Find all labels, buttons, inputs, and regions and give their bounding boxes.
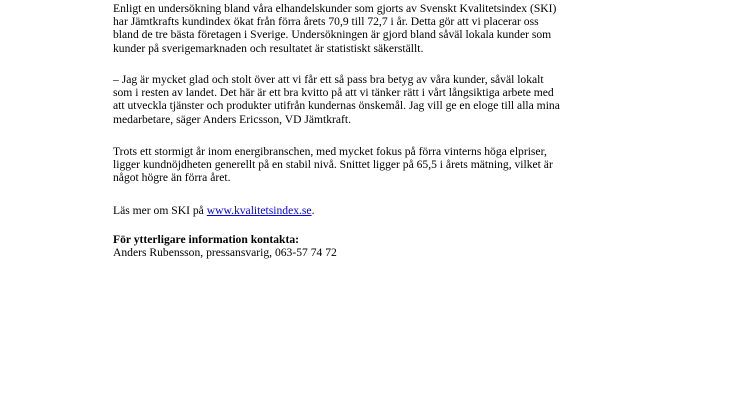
contact-details: Anders Rubensson, pressansvarig, 063-57 74 72 [113, 246, 337, 260]
text-line: kunder på sverigemarknaden och resultatet är statistiskt säkerställt. [113, 41, 424, 55]
text-line: ligger kundnöjdheten generellt på en stabil nivå. Snittet ligger på 65,5 i årets mätning, vilket är [113, 158, 553, 172]
text-line: Trots ett stormigt år inom energibranschen, med mycket fokus på förra vinterns höga elpriser, [113, 145, 547, 158]
paragraph-read-more [113, 204, 613, 217]
text-line: Enligt en undersökning bland våra elhandelskunder som gjorts av Svenskt Kvalitetsindex (SKI) [113, 2, 557, 15]
paragraph-survey-result [113, 2, 613, 55]
read-more-line [113, 204, 613, 217]
text-line: har Jämtkrafts kundindex ökat från förra årets 70,9 till 72,7 i år. Detta gör att vi placerar oss [113, 15, 539, 29]
paragraph-ceo-quote [113, 73, 613, 126]
text-line: – Jag är mycket glad och stolt över att vi får ett så pass bra betyg av våra kunder, såväl lokalt [113, 73, 544, 86]
read-more-prefix: Läs mer om SKI på [113, 204, 207, 217]
kvalitetsindex-link[interactable]: www.kvalitetsindex.se [206, 204, 312, 217]
text-line: att utveckla tjänster och produkter utifrån kundernas önskemål. Jag vill ge en eloge till alla mina [113, 99, 560, 113]
text-line: medarbetare, säger Anders Ericsson, VD Jämtkraft. [113, 112, 352, 126]
contact-block [113, 233, 613, 259]
text-line: bland de tre bästa företagen i Sverige. Undersökningen är gjord bland såväl lokala kunder som [113, 28, 552, 42]
contact-heading: För ytterligare information kontakta: [113, 233, 300, 246]
read-more-suffix: . [311, 204, 315, 217]
text-line: något högre än förra året. [113, 171, 231, 185]
text-line: som i resten av landet. Det här är ett bra kvitto på att vi tänker rätt i vårt långsiktiga arbete med [113, 86, 554, 100]
paragraph-industry-context [113, 145, 613, 185]
